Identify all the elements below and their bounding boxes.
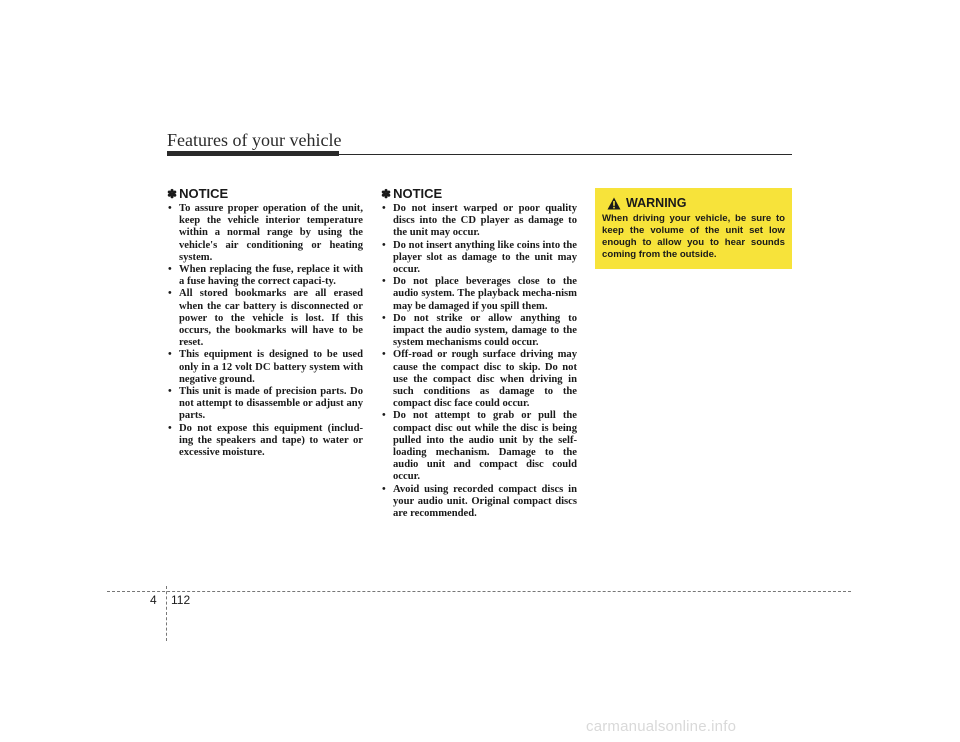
notice-star-icon: ✽	[167, 187, 178, 201]
notice-left-title: NOTICE	[179, 186, 229, 201]
page-header-title: Features of your vehicle	[167, 130, 342, 150]
header-rule-thick	[167, 151, 339, 156]
list-item: • When replacing the fuse, replace it with a fuse having the correct capaci-ty.	[167, 264, 363, 288]
notice-star-icon: ✽	[381, 187, 392, 201]
list-item: • Do not place beverages close to the audio system. The playback mecha-nism may be damaged if you spill them.	[381, 276, 577, 313]
notice-left-column	[167, 186, 363, 459]
notice-left-list	[167, 203, 363, 459]
list-item: • Do not expose this equipment (includ-ing the speakers and tape) to water or excessive moisture.	[167, 423, 363, 460]
warning-heading	[607, 196, 785, 210]
header-rule-thin	[339, 154, 792, 155]
list-item: • To assure proper operation of the unit, keep the vehicle interior temperature within a normal range by using the vehicle's air conditioning or heating system.	[167, 203, 363, 264]
notice-right-column	[381, 186, 577, 520]
notice-right-list	[381, 203, 577, 520]
list-item: • Avoid using recorded compact discs in your audio unit. Original compact discs are recommended.	[381, 484, 577, 521]
list-item: • All stored bookmarks are all erased when the car battery is disconnected or power to the vehicle is lost. If this occurs, the bookmarks will have to be reset.	[167, 288, 363, 349]
notice-right-heading	[381, 186, 577, 201]
notice-left-heading	[167, 186, 363, 201]
list-item: • Do not strike or allow anything to impact the audio system, damage to the system mechanisms could occur.	[381, 313, 577, 350]
footer-vertical-rule	[166, 586, 167, 641]
chapter-number: 4	[150, 593, 157, 607]
list-item: • Do not attempt to grab or pull the compact disc out while the disc is being pulled into the audio unit by the self-loading mechanism. Damage to the audio unit and compact disc could occur.	[381, 410, 577, 483]
watermark: carmanualsonline.info	[586, 718, 737, 735]
warning-box	[595, 188, 792, 269]
list-item: • Do not insert anything like coins into the player slot as damage to the unit may occur.	[381, 240, 577, 277]
list-item: • This unit is made of precision parts. Do not attempt to disassemble or adjust any parts.	[167, 386, 363, 423]
list-item: • Do not insert warped or poor quality discs into the CD player as damage to the unit may occur.	[381, 203, 577, 240]
warning-title: WARNING	[626, 196, 687, 210]
page-number: 112	[171, 593, 191, 607]
list-item: • Off-road or rough surface driving may cause the compact disc to skip. Do not use the compact disc when driving in such conditions as damage to the compact disc face could occur.	[381, 349, 577, 410]
warning-triangle-icon	[607, 197, 621, 210]
list-item: • This equipment is designed to be used only in a 12 volt DC battery system with negative ground.	[167, 349, 363, 386]
notice-right-title: NOTICE	[393, 186, 443, 201]
warning-text: When driving your vehicle, be sure to keep the volume of the unit set low enough to allow you to hear sounds coming from the outside.	[602, 213, 785, 260]
footer-rule	[107, 591, 851, 592]
